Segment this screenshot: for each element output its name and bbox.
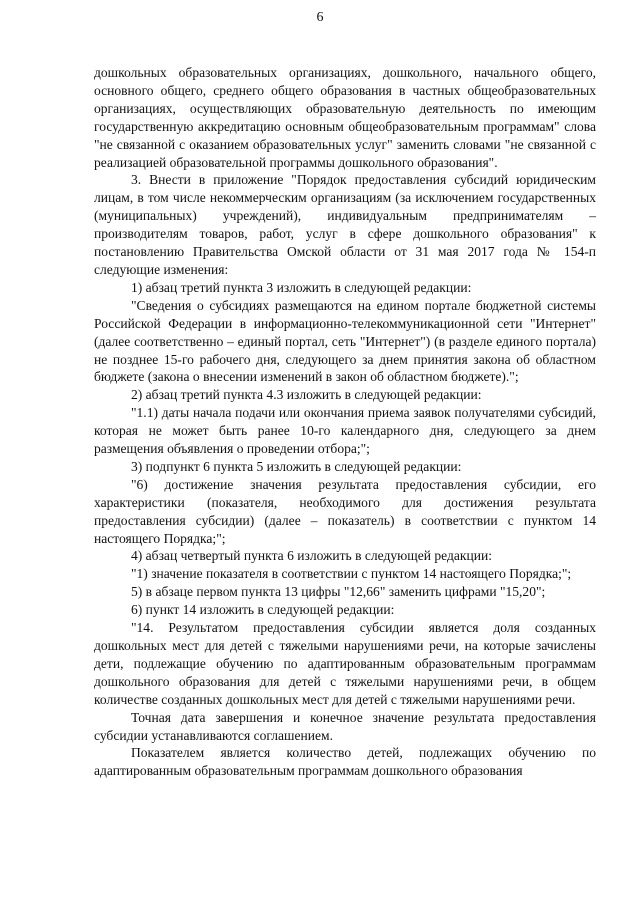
paragraph-subitem-4: 4) абзац четвертый пункта 6 изложить в следующей редакции: xyxy=(131,548,492,564)
paragraph-subitem-5: 5) в абзаце первом пункта 13 цифры "12,66" заменить цифрами "15,20"; xyxy=(131,584,546,600)
paragraph-continuation: дошкольных образовательных организациях, дошкольного, начального общего, основного общего, среднего общего образования в частных общеобразовательных организациях, осуществляющих образовательную деятельность по имеющим государственную аккредитацию основным общеобразовательным программам" слова "не связанной с оказанием образовательных услуг" заменить словами "не связанной с реализацией образовательной программы дошкольного образования". xyxy=(94,65,596,170)
paragraph-quote-3: "6) достижение значения результата предоставления субсидии, его характеристики (показателя, необходимого для достижения результата предоставления субсидии) (далее – показатель) в соответствии с пунктом 14 настоящего Порядка;"; xyxy=(94,476,596,546)
paragraph-quote-1: "Сведения о субсидиях размещаются на едином портале бюджетной системы Российской Федерации в информационно-телекоммуникационной сети "Интернет" (далее соответственно – единый портал, сеть "Интернет") (в разделе единого портала) не позднее 15-го рабочего дня, следующего за днем принятия закона об областном бюджете (закона о внесении изменений в закон об областном бюджете)."; xyxy=(94,297,596,385)
paragraph-quote-4: "1) значение показателя в соответствии с пунктом 14 настоящего Порядка;"; xyxy=(131,566,572,582)
paragraph-quote-6-indicator: Показателем является количество детей, подлежащих обучению по адаптированным образовательным программам дошкольного образования xyxy=(94,745,596,779)
paragraph-quote-6: "14. Результатом предоставления субсидии является доля созданных дошкольных мест для детей с тяжелыми нарушениями речи, на которые зачислены дети, подлежащие обучению по адаптированным образовательным программам дошкольного образования для детей с тяжелыми нарушениями речи, в общем количестве созданных дошкольных мест для детей с тяжелыми нарушениями речи. xyxy=(94,620,596,707)
paragraph-subitem-1: 1) абзац третий пункта 3 изложить в следующей редакции: xyxy=(131,279,472,295)
paragraph-quote-2: "1.1) даты начала подачи или окончания приема заявок получателями субсидий, которая не может быть ранее 10-го календарного дня, следующего за днем размещения объявления о проведении отбора;"; xyxy=(94,405,596,457)
paragraph-subitem-3: 3) подпункт 6 пункта 5 изложить в следующей редакции: xyxy=(131,458,462,474)
document-body xyxy=(94,64,596,780)
paragraph-subitem-2: 2) абзац третий пункта 4.3 изложить в следующей редакции: xyxy=(131,387,482,403)
page-number: 6 xyxy=(316,10,324,25)
paragraph-subitem-6: 6) пункт 14 изложить в следующей редакции: xyxy=(131,602,395,618)
paragraph-quote-6-date: Точная дата завершения и конечное значение результата предоставления субсидии устанавливаются соглашением. xyxy=(94,709,596,743)
paragraph-item-3: 3. Внести в приложение "Порядок предоставления субсидий юридическим лицам, в том числе некоммерческим организациям (за исключением государственных (муниципальных) учреждений), индивидуальным предпринимателям – производителям товаров, работ, услуг в сфере дошкольного образования" к постановлению Правительства Омской области от 31 мая 2017 года № 154-п следующие изменения: xyxy=(94,172,596,277)
